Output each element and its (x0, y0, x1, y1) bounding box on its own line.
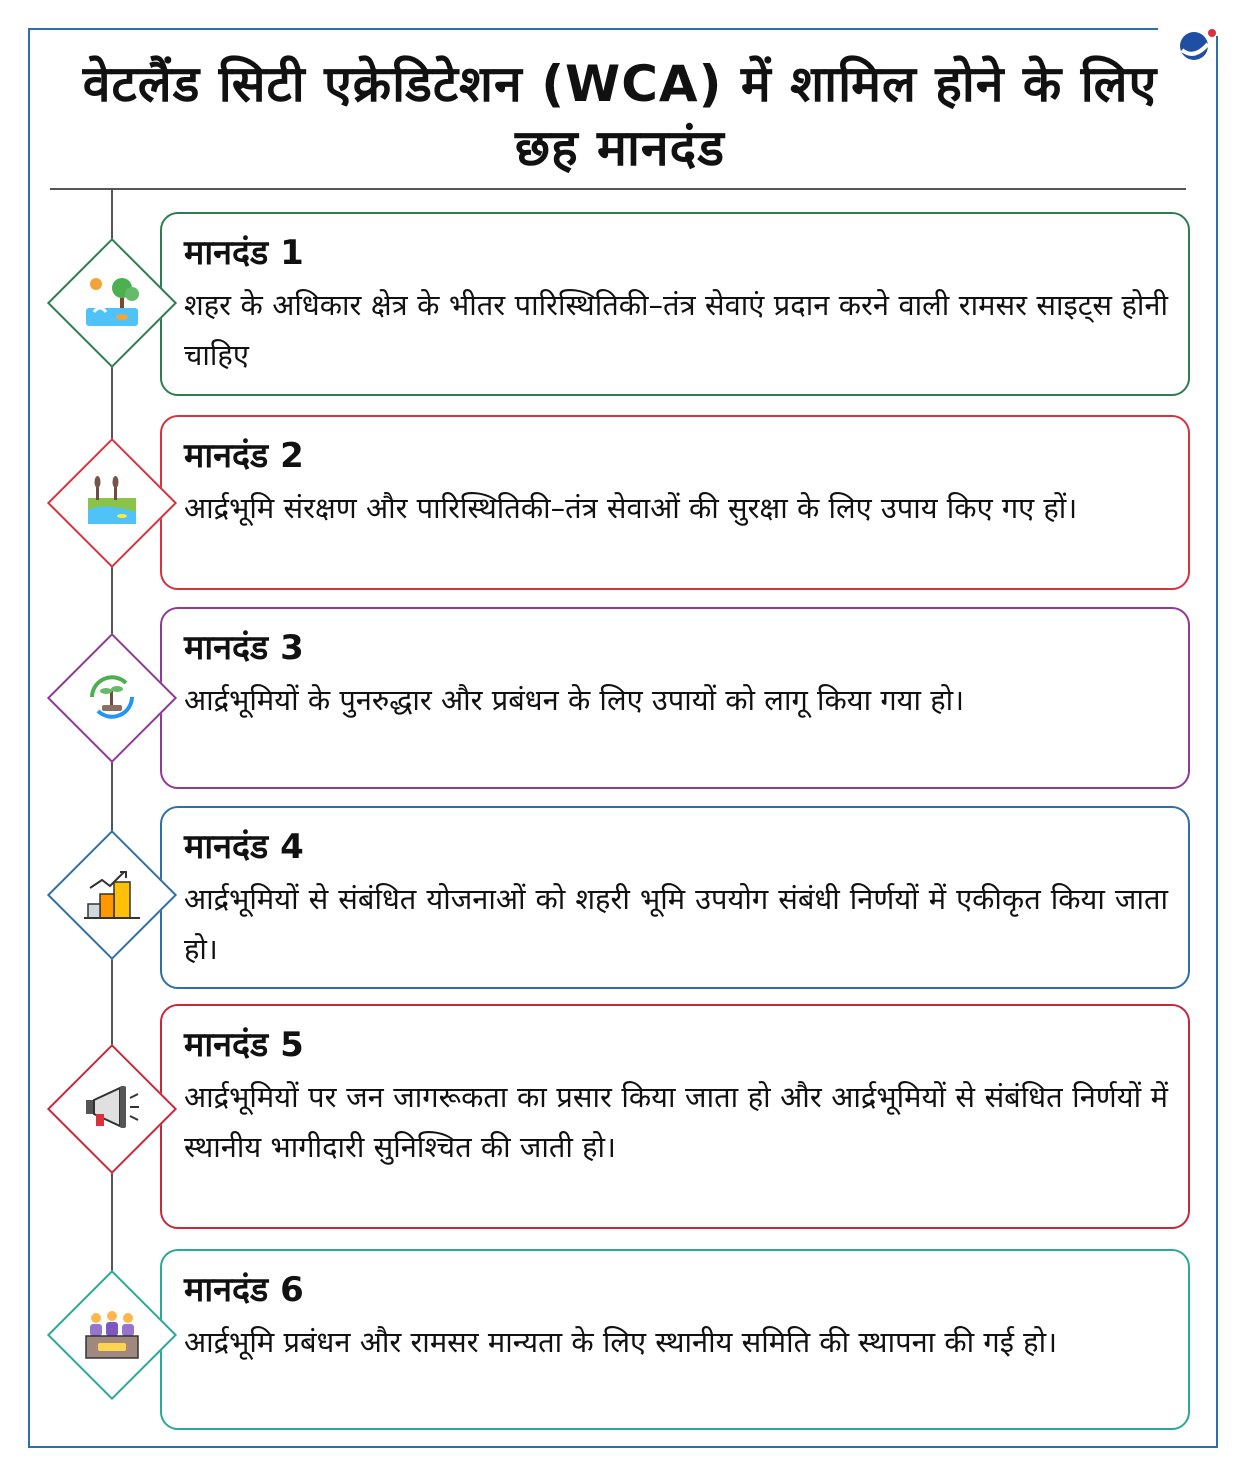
criterion-text: आर्द्रभूमि प्रबंधन और रामसर मान्यता के लिए स्थानीय समिति की स्थापना की गई हो। (184, 1325, 1058, 1359)
criterion-text: आर्द्रभूमियों पर जन जागरूकता का प्रसार किया जाता हो और आर्द्रभूमियों से संबंधित निर्णयों में स्थानीय भागीदारी सुनिश्चित की जाती हो। (184, 1080, 1168, 1164)
criterion-text: शहर के अधिकार क्षेत्र के भीतर पारिस्थितिकी–तंत्र सेवाएं प्रदान करने वाली रामसर साइट्स होनी चाहिए (184, 288, 1168, 372)
criterion-card-5 (160, 1004, 1190, 1229)
committee-icon (80, 1302, 144, 1366)
wetland-pond-icon (80, 470, 144, 534)
megaphone-icon (80, 1076, 144, 1140)
criterion-heading: मानदंड 2 (184, 436, 304, 476)
criterion-card-6 (160, 1249, 1190, 1430)
wetland-landscape-icon (80, 270, 144, 334)
criterion-card-3 (160, 607, 1190, 789)
page-title: वेटलैंड सिटी एक्रेडिटेशन (WCA) में शामिल होने के लिए छह मानदंड (82, 55, 1158, 177)
criterion-heading: मानदंड 4 (184, 827, 304, 867)
criterion-heading: मानदंड 6 (184, 1270, 304, 1310)
criterion-card-1 (160, 212, 1190, 396)
criterion-heading: मानदंड 1 (184, 233, 304, 273)
criterion-text: आर्द्रभूमियों के पुनरुद्धार और प्रबंधन के लिए उपायों को लागू किया गया हो। (184, 683, 965, 717)
criterion-text: आर्द्रभूमियों से संबंधित योजनाओं को शहरी भूमि उपयोग संबंधी निर्णयों में एकीकृत किया जाता हो। (184, 882, 1168, 966)
title-divider (50, 188, 1186, 190)
criterion-card-4 (160, 806, 1190, 989)
criterion-heading: मानदंड 3 (184, 628, 304, 668)
restoration-cycle-icon (80, 665, 144, 729)
city-growth-icon (80, 862, 144, 926)
criterion-heading: मानदंड 5 (184, 1025, 304, 1065)
criterion-text: आर्द्रभूमि संरक्षण और पारिस्थितिकी–तंत्र सेवाओं की सुरक्षा के लिए उपाय किए गए हों। (184, 491, 1078, 525)
criterion-card-2 (160, 415, 1190, 590)
